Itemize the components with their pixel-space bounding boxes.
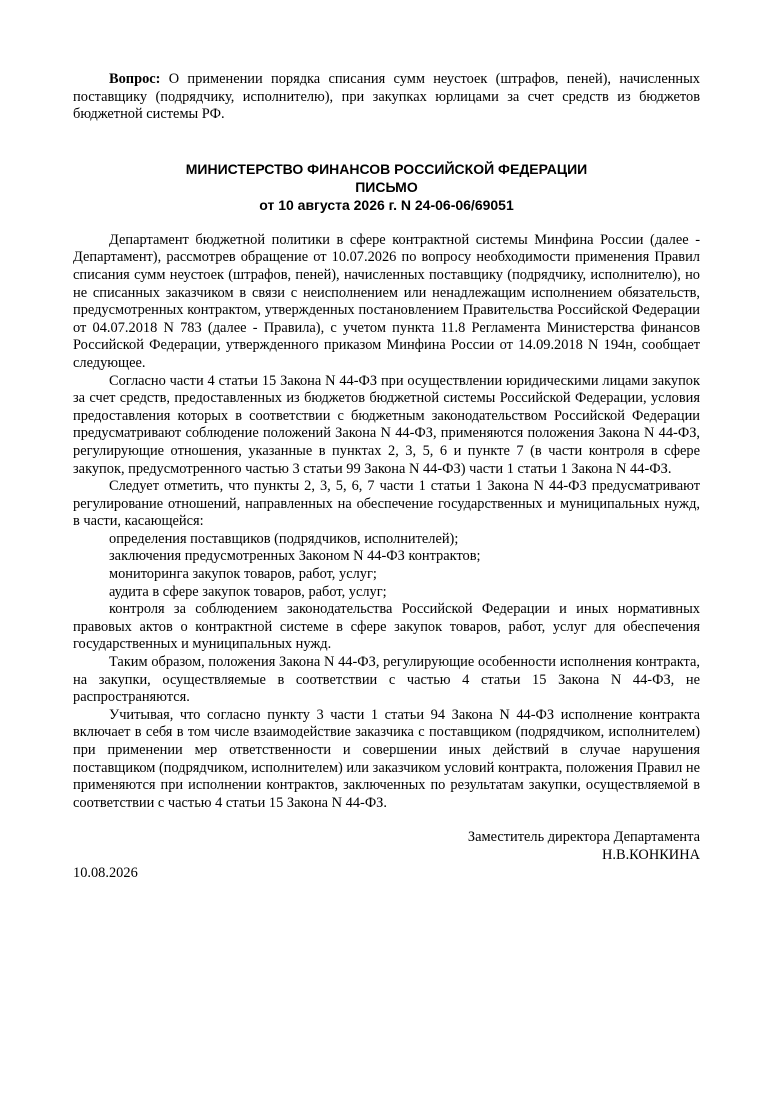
list-item: мониторинга закупок товаров, работ, услуг;: [109, 566, 377, 583]
document-date-number: от 10 августа 2026 г. N 24-06-06/69051: [259, 196, 514, 213]
list-item: заключения предусмотренных Законом N 44-ФЗ контрактов;: [109, 548, 481, 565]
signatory-name: Н.В.КОНКИНА: [602, 846, 700, 863]
body-paragraph: Таким образом, положения Закона N 44-ФЗ, регулирующие особенности исполнения контракта, на закупки, осуществляемые в соответствии с частью 4 статьи 15 Закона N 44-ФЗ, не распространяются.: [73, 654, 700, 706]
list-item: контроля за соблюдением законодательства Российской Федерации и иных нормативных правовых актов о контрактной системе в сфере закупок товаров, работ, услуг для обеспечения государственных и муниципальных нужд.: [73, 601, 700, 653]
ministry-name: МИНИСТЕРСТВО ФИНАНСОВ РОССИЙСКОЙ ФЕДЕРАЦИИ: [185, 160, 588, 177]
body-paragraph: Согласно части 4 статьи 15 Закона N 44-ФЗ при осуществлении юридическими лицами закупок за счет средств, предоставленных из бюджетов бюджетной системы Российской Федерации, условия предоставления которых в соответствии с бюджетным законодательством Российской Федерации предусматривают соблюдение положений Закона N 44-ФЗ, применяются положения Закона N 44-ФЗ, регулирующие отношения, указанные в пунктах 2, 3, 5, 6 и пункте 7 (в части контроля в сфере закупок, предусмотренного частью 3 статьи 99 Закона N 44-ФЗ) части 1 статьи 1 Закона N 44-ФЗ.: [73, 372, 700, 477]
letter-body: [73, 232, 700, 813]
letter-header: [73, 160, 700, 214]
list-item: аудита в сфере закупок товаров, работ, услуг;: [109, 583, 387, 600]
body-paragraph: Учитывая, что согласно пункту 3 части 1 статьи 94 Закона N 44-ФЗ исполнение контракта включает в себя в том числе взаимодействие заказчика с поставщиком (подрядчиком, исполнителем) при применении мер ответственности и совершении иных действий в случае нарушения поставщиком (подрядчиком, исполнителем) или заказчиком условий контракта, положения Правил не применяются при исполнении контрактов, заключенных по результатам закупки, осуществляемой в соответствии с частью 4 статьи 15 Закона N 44-ФЗ.: [73, 706, 700, 811]
body-paragraph: Департамент бюджетной политики в сфере контрактной системы Минфина России (далее - Департамент), рассмотрев обращение от 10.07.2026 по вопросу необходимости применения Правил списания сумм неустоек (штрафов, пеней), начисленных поставщику (подрядчику, исполнителю), но не списанных заказчиком в связи с неисполнением или ненадлежащим исполнением обязательств, предусмотренных контрактом, утвержденных постановлением Правительства Российской Федерации от 04.07.2018 N 783 (далее - Правила), с учетом пункта 11.8 Регламента Министерства финансов Российской Федерации, утвержденного приказом Минфина России от 14.09.2018 N 194н, сообщает следующее.: [73, 231, 700, 371]
document-page: [73, 71, 700, 882]
question-block: [73, 71, 700, 124]
document-type: ПИСЬМО: [355, 178, 418, 195]
list-item: определения поставщиков (подрядчиков, исполнителей);: [109, 530, 459, 547]
question-text: О применении порядка списания сумм неустоек (штрафов, пеней), начисленных поставщику (подрядчику, исполнителю), при закупках юрлицами за счет средств из бюджетов бюджетной системы РФ.: [73, 71, 700, 123]
body-paragraph: Следует отметить, что пункты 2, 3, 5, 6, 7 части 1 статьи 1 Закона N 44-ФЗ предусматривают регулирование отношений, направленных на обеспечение государственных и муниципальных нужд, в части, касающейся:: [73, 478, 700, 530]
question-label: Вопрос:: [109, 71, 161, 87]
signature-block: [73, 829, 700, 864]
document-date: 10.08.2026: [73, 864, 138, 881]
signatory-position: Заместитель директора Департамента: [467, 829, 700, 846]
